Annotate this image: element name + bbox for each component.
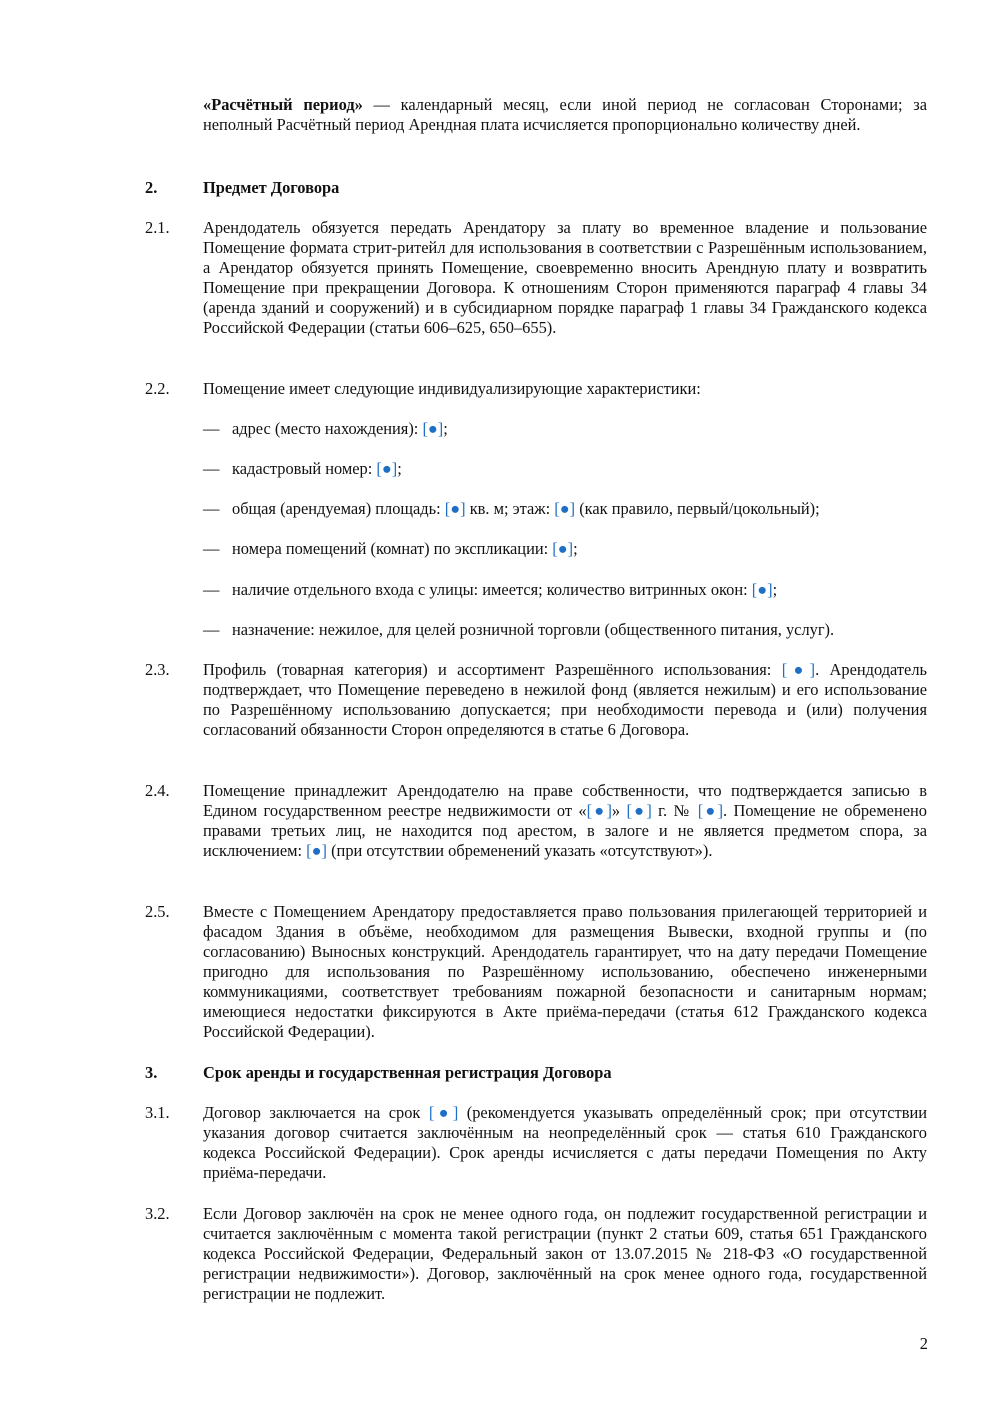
clause-2-3-number: 2.3.: [145, 660, 170, 679]
clause-2-2-text: Помещение имеет следующие индивидуализирующие характеристики:: [203, 379, 701, 398]
placeholder-month: [●]: [626, 801, 652, 820]
bullet-area: [232, 499, 932, 519]
clause-3-2-text: Если Договор заключён на срок не менее одного года, он подлежит государственной регистрации и считается заключённым с момента такой регистрации (пункт 2 статьи 609, статья 651 Гражданского кодекса Российской Федерации, Федеральный закон от 13.07.2015 № 218-ФЗ «О государственной регистрации недвижимости»). Договор, заключённый на срок менее одного года, государственной регистрации не подлежит.: [203, 1204, 927, 1303]
clause-2-1-text: Арендодатель обязуется передать Арендатору за плату во временное владение и пользование Помещение формата стрит-ритейл для использования в соответствии с Разрешённым использованием, а Арендатор обязуется принять Помещение, своевременно вносить Арендную плату и возвратить Помещение при прекращении Договора. К отношениям Сторон применяются параграф 4 главы 34 (аренда зданий и сооружений) и в субсидиарном порядке параграф 1 главы 34 Гражданского кодекса Российской Федерации (статьи 606–625, 650–655).: [203, 218, 927, 337]
clause-2-4-part-c: г. №: [651, 801, 698, 820]
section-2-number: 2.: [145, 178, 158, 197]
clause-2-4-part-e: (при отсутствии обременений указать «отсутствуют»).: [327, 841, 713, 860]
bullet-cadastral: [232, 459, 932, 479]
bullet-dash: —: [203, 459, 220, 478]
bullet-dash: —: [203, 580, 220, 599]
clause-2-2-number: 2.2.: [145, 379, 170, 398]
clause-3-2-number: 3.2.: [145, 1204, 170, 1223]
placeholder-address: [●]: [422, 419, 444, 438]
clause-2-5-text: Вместе с Помещением Арендатору предоставляется право пользования прилегающей территорией и фасадом Здания в объёме, необходимом для размещения Вывески, входной группы и (по согласованию) Выносных конструкций. Арендодатель гарантирует, что на дату передачи Помещение пригодно для использования по Разрешённому использованию, обеспечено инженерными коммуникациями, соответствует требованиям пожарной безопасности и санитарным нормам; имеющиеся недостатки фиксируются в Акте приёма-передачи (статья 612 Гражданского кодекса Российской Федерации).: [203, 902, 927, 1041]
bullet-purpose: назначение: нежилое, для целей розничной торговли (общественного питания, услуг).: [232, 620, 835, 639]
bullet-address-label: адрес (место нахождения):: [232, 419, 423, 438]
bullet-address: [232, 419, 932, 439]
bullet-dash: —: [203, 539, 220, 558]
clause-2-4-text: [203, 781, 927, 861]
page-number: 2: [919, 1334, 928, 1353]
clause-2-4-part-d: . Помещение не обременено правами третьих лиц, не находится под арестом, в залоге и не является предметом спора, за исключением:: [203, 801, 927, 860]
clause-2-3-part-a: Профиль (товарная категория) и ассортимент Разрешённого использования:: [203, 660, 782, 679]
section-3-number: 3.: [145, 1063, 158, 1082]
clause-2-4-number: 2.4.: [145, 781, 170, 800]
clause-2-5-number: 2.5.: [145, 902, 170, 921]
section-2-title: Предмет Договора: [203, 178, 340, 197]
placeholder-windows: [●]: [751, 580, 773, 599]
bullet-dash: —: [203, 499, 220, 518]
bullet-address-end: ;: [443, 419, 448, 438]
bullet-cadastral-end: ;: [397, 459, 402, 478]
clause-3-1-number: 3.1.: [145, 1103, 170, 1122]
bullet-dash: —: [203, 620, 220, 639]
definition-paragraph: [203, 95, 927, 135]
bullet-rooms: [232, 539, 932, 559]
placeholder-encumbrances: [●]: [306, 841, 327, 860]
bullet-cadastral-label: кадастровый номер:: [232, 459, 377, 478]
definition-term: «Расчётный период»: [203, 95, 363, 114]
clause-3-1-part-b: (рекомендуется указывать определённый срок; при отсутствии указания договор считается заключённым на неопределённый срок — статья 610 Гражданского кодекса Российской Федерации). Срок аренды исчисляется с даты передачи Помещения по Акту приёма-передачи.: [203, 1103, 927, 1182]
bullet-entrance-end: ;: [772, 580, 778, 599]
clause-2-4-part-b: »: [611, 801, 627, 820]
definition-text: — календарный месяц, если иной период не согласован Сторонами; за неполный Расчётный период Арендная плата исчисляется пропорционально количеству дней.: [203, 95, 927, 134]
bullet-rooms-label: номера помещений (комнат) по экспликации:: [232, 539, 553, 558]
clause-3-1-part-a: Договор заключается на срок: [203, 1103, 429, 1122]
bullet-floor-note: (как правило, первый/цокольный);: [575, 499, 820, 518]
placeholder-area: [●]: [444, 499, 466, 518]
clause-2-1-number: 2.1.: [145, 218, 170, 237]
clause-3-1-text: [203, 1103, 927, 1183]
placeholder-floor: [●]: [554, 499, 576, 518]
bullet-entrance: [232, 580, 932, 600]
bullet-entrance-label: наличие отдельного входа с улицы: имеется; количество витринных окон:: [232, 580, 752, 599]
placeholder-record-number: [●]: [697, 801, 724, 820]
placeholder-rooms: [●]: [552, 539, 574, 558]
placeholder-day: [●]: [586, 801, 612, 820]
clause-2-3-text: [203, 660, 927, 740]
placeholder-profile: [●]: [781, 660, 816, 679]
placeholder-cadastral: [●]: [376, 459, 398, 478]
section-3-title: Срок аренды и государственная регистрация Договора: [203, 1063, 612, 1082]
bullet-floor-label: кв. м; этаж:: [465, 499, 555, 518]
bullet-dash: —: [203, 419, 220, 438]
bullet-area-label: общая (арендуемая) площадь:: [232, 499, 445, 518]
clause-2-4-part-a: Помещение принадлежит Арендодателю на праве собственности, что подтверждается записью в Едином государственном реестре недвижимости от «: [203, 781, 927, 820]
placeholder-term: [●]: [428, 1103, 459, 1122]
clause-2-3-part-b: . Арендодатель подтверждает, что Помещение переведено в нежилой фонд (является нежилым) и его использование по Разрешённому использованию допускается; при необходимости перевода и (или) получения согласований обязанности Сторон определяются в статье 6 Договора.: [203, 660, 927, 739]
bullet-rooms-end: ;: [573, 539, 578, 558]
